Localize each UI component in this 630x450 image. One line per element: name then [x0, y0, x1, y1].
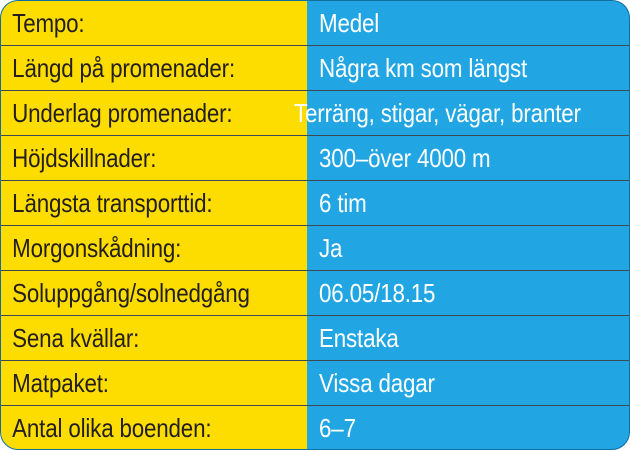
table-row-transport-time	[1, 181, 629, 226]
table-row-accommodations	[1, 406, 629, 450]
table-row-sunrise-sunset	[1, 271, 629, 316]
row-value: Enstaka	[319, 322, 399, 353]
row-label: Tempo:	[12, 7, 85, 38]
row-label: Morgonskådning:	[12, 232, 182, 263]
row-label: Längsta transporttid:	[12, 187, 213, 218]
row-label: Höjdskillnader:	[12, 142, 157, 173]
row-label: Antal olika boenden:	[12, 413, 212, 443]
row-label: Matpaket:	[12, 367, 109, 398]
table-row-tempo	[1, 1, 629, 46]
row-value: Ja	[319, 232, 343, 263]
table-row-late-evenings	[1, 316, 629, 361]
row-label: Underlag promenader:	[12, 97, 233, 128]
row-value: Terräng, stigar, vägar, branter	[293, 97, 581, 128]
table-row-walk-surface	[1, 91, 629, 136]
table-rows	[1, 1, 629, 449]
table-row-elevation	[1, 136, 629, 181]
row-label: Längd på promenader:	[12, 52, 236, 83]
row-value: Vissa dagar	[319, 367, 435, 398]
row-value: 6 tim	[319, 187, 367, 218]
row-value: 300–över 4000 m	[319, 142, 491, 173]
row-value: Några km som längst	[319, 52, 528, 83]
table-row-packed-lunch	[1, 361, 629, 406]
row-value: 6–7	[319, 413, 356, 443]
row-value: Medel	[319, 7, 380, 38]
row-label: Soluppgång/solnedgång	[12, 277, 250, 308]
table-row-morning-watching	[1, 226, 629, 271]
row-value: 06.05/18.15	[319, 277, 436, 308]
table-row-walk-length	[1, 46, 629, 91]
row-label: Sena kvällar:	[12, 322, 140, 353]
